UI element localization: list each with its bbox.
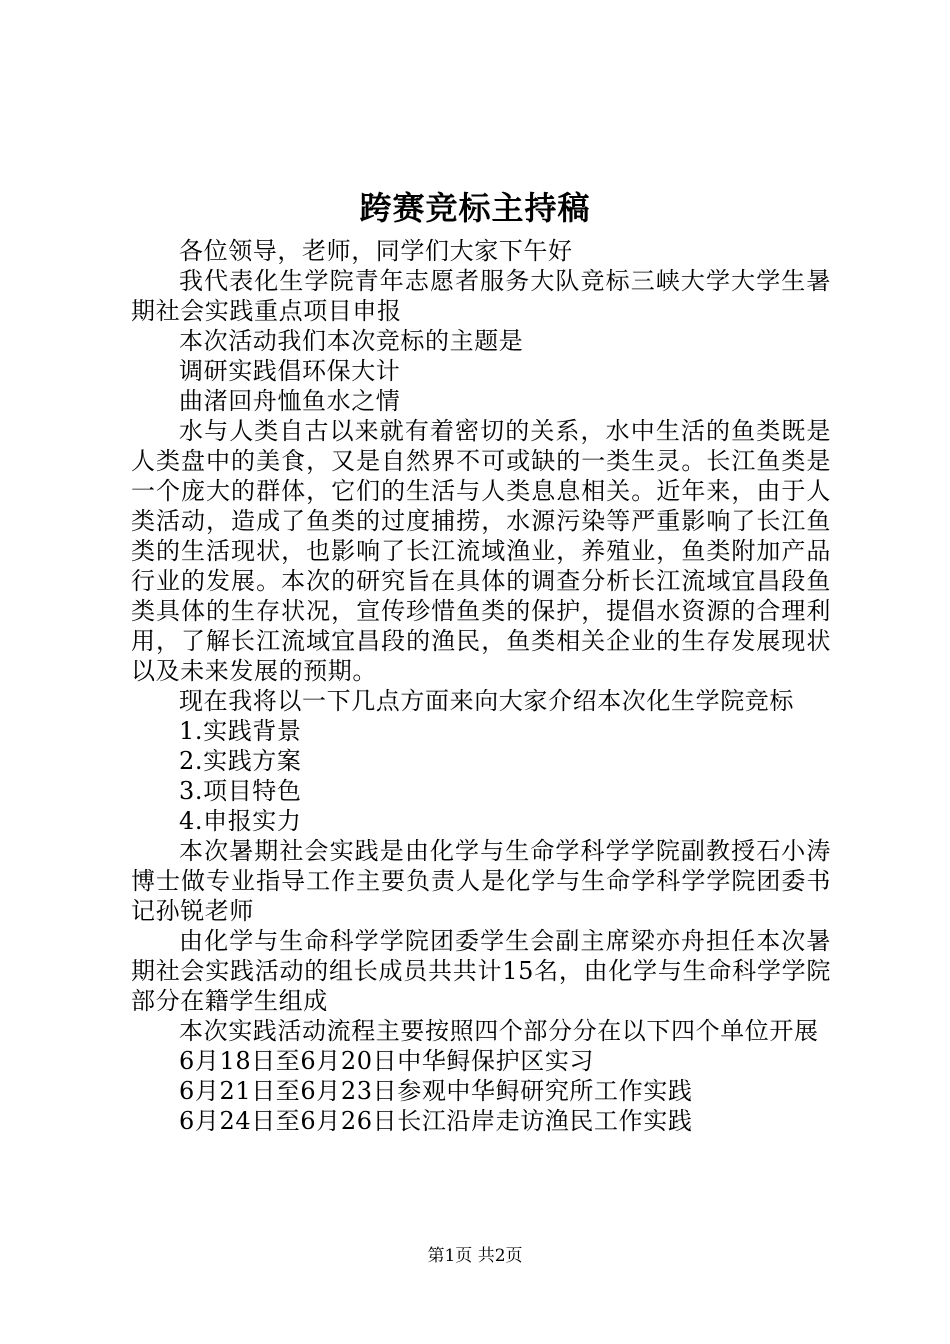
theme-intro-paragraph: 本次活动我们本次竞标的主题是 xyxy=(179,327,524,355)
outline-item-3: 3.项目特色 xyxy=(179,777,302,805)
team-paragraph: 由化学与生命科学学院团委学生会副主席梁亦舟担任本次暑期社会实践活动的组长成员共共计15名，由化学与生命科学学院部分在籍学生组成 xyxy=(131,927,831,1015)
guidance-paragraph: 本次暑期社会实践是由化学与生命学科学学院副教授石小涛博士做专业指导工作主要负责人是化学与生命学科学学院团委书记孙锐老师 xyxy=(131,837,831,925)
document-title: 跨赛竞标主持稿 xyxy=(359,189,591,227)
schedule-item-2: 6月21日至6月23日参观中华鲟研究所工作实践 xyxy=(179,1077,693,1105)
theme-line-1: 调研实践倡环保大计 xyxy=(179,357,401,385)
theme-line-2: 曲渚回舟恤鱼水之情 xyxy=(179,387,401,415)
background-paragraph: 水与人类自古以来就有着密切的关系，水中生活的鱼类既是人类盘中的美食，又是自然界不可或缺的一类生灵。长江鱼类是一个庞大的群体，它们的生活与人类息息相关。近年来，由于人类活动，造成了鱼类的过度捕捞，水源污染等严重影响了长江鱼类的生活现状，也影响了长江流域渔业，养殖业，鱼类附加产品行业的发展。本次的研究旨在具体的调查分析长江流域宜昌段鱼类具体的生存状况，宣传珍惜鱼类的保护，提倡水资源的合理利用，了解长江流域宜昌段的渔民，鱼类相关企业的生存发展现状以及未来发展的预期。 xyxy=(131,417,831,685)
schedule-item-1: 6月18日至6月20日中华鲟保护区实习 xyxy=(179,1047,595,1075)
document-body xyxy=(131,236,831,1136)
introduction-paragraph: 我代表化生学院青年志愿者服务大队竞标三峡大学大学生暑期社会实践重点项目申报 xyxy=(131,267,831,325)
outline-item-4: 4.申报实力 xyxy=(179,807,302,835)
greeting-paragraph: 各位领导，老师，同学们大家下午好 xyxy=(179,237,573,265)
page-number-footer: 第1页 共2页 xyxy=(427,1246,523,1266)
schedule-item-3: 6月24日至6月26日长江沿岸走访渔民工作实践 xyxy=(179,1107,693,1135)
outline-item-2: 2.实践方案 xyxy=(179,747,302,775)
process-paragraph: 本次实践活动流程主要按照四个部分分在以下四个单位开展 xyxy=(179,1017,819,1045)
outline-item-1: 1.实践背景 xyxy=(179,717,302,745)
outline-intro-paragraph: 现在我将以一下几点方面来向大家介绍本次化生学院竞标 xyxy=(179,687,794,715)
